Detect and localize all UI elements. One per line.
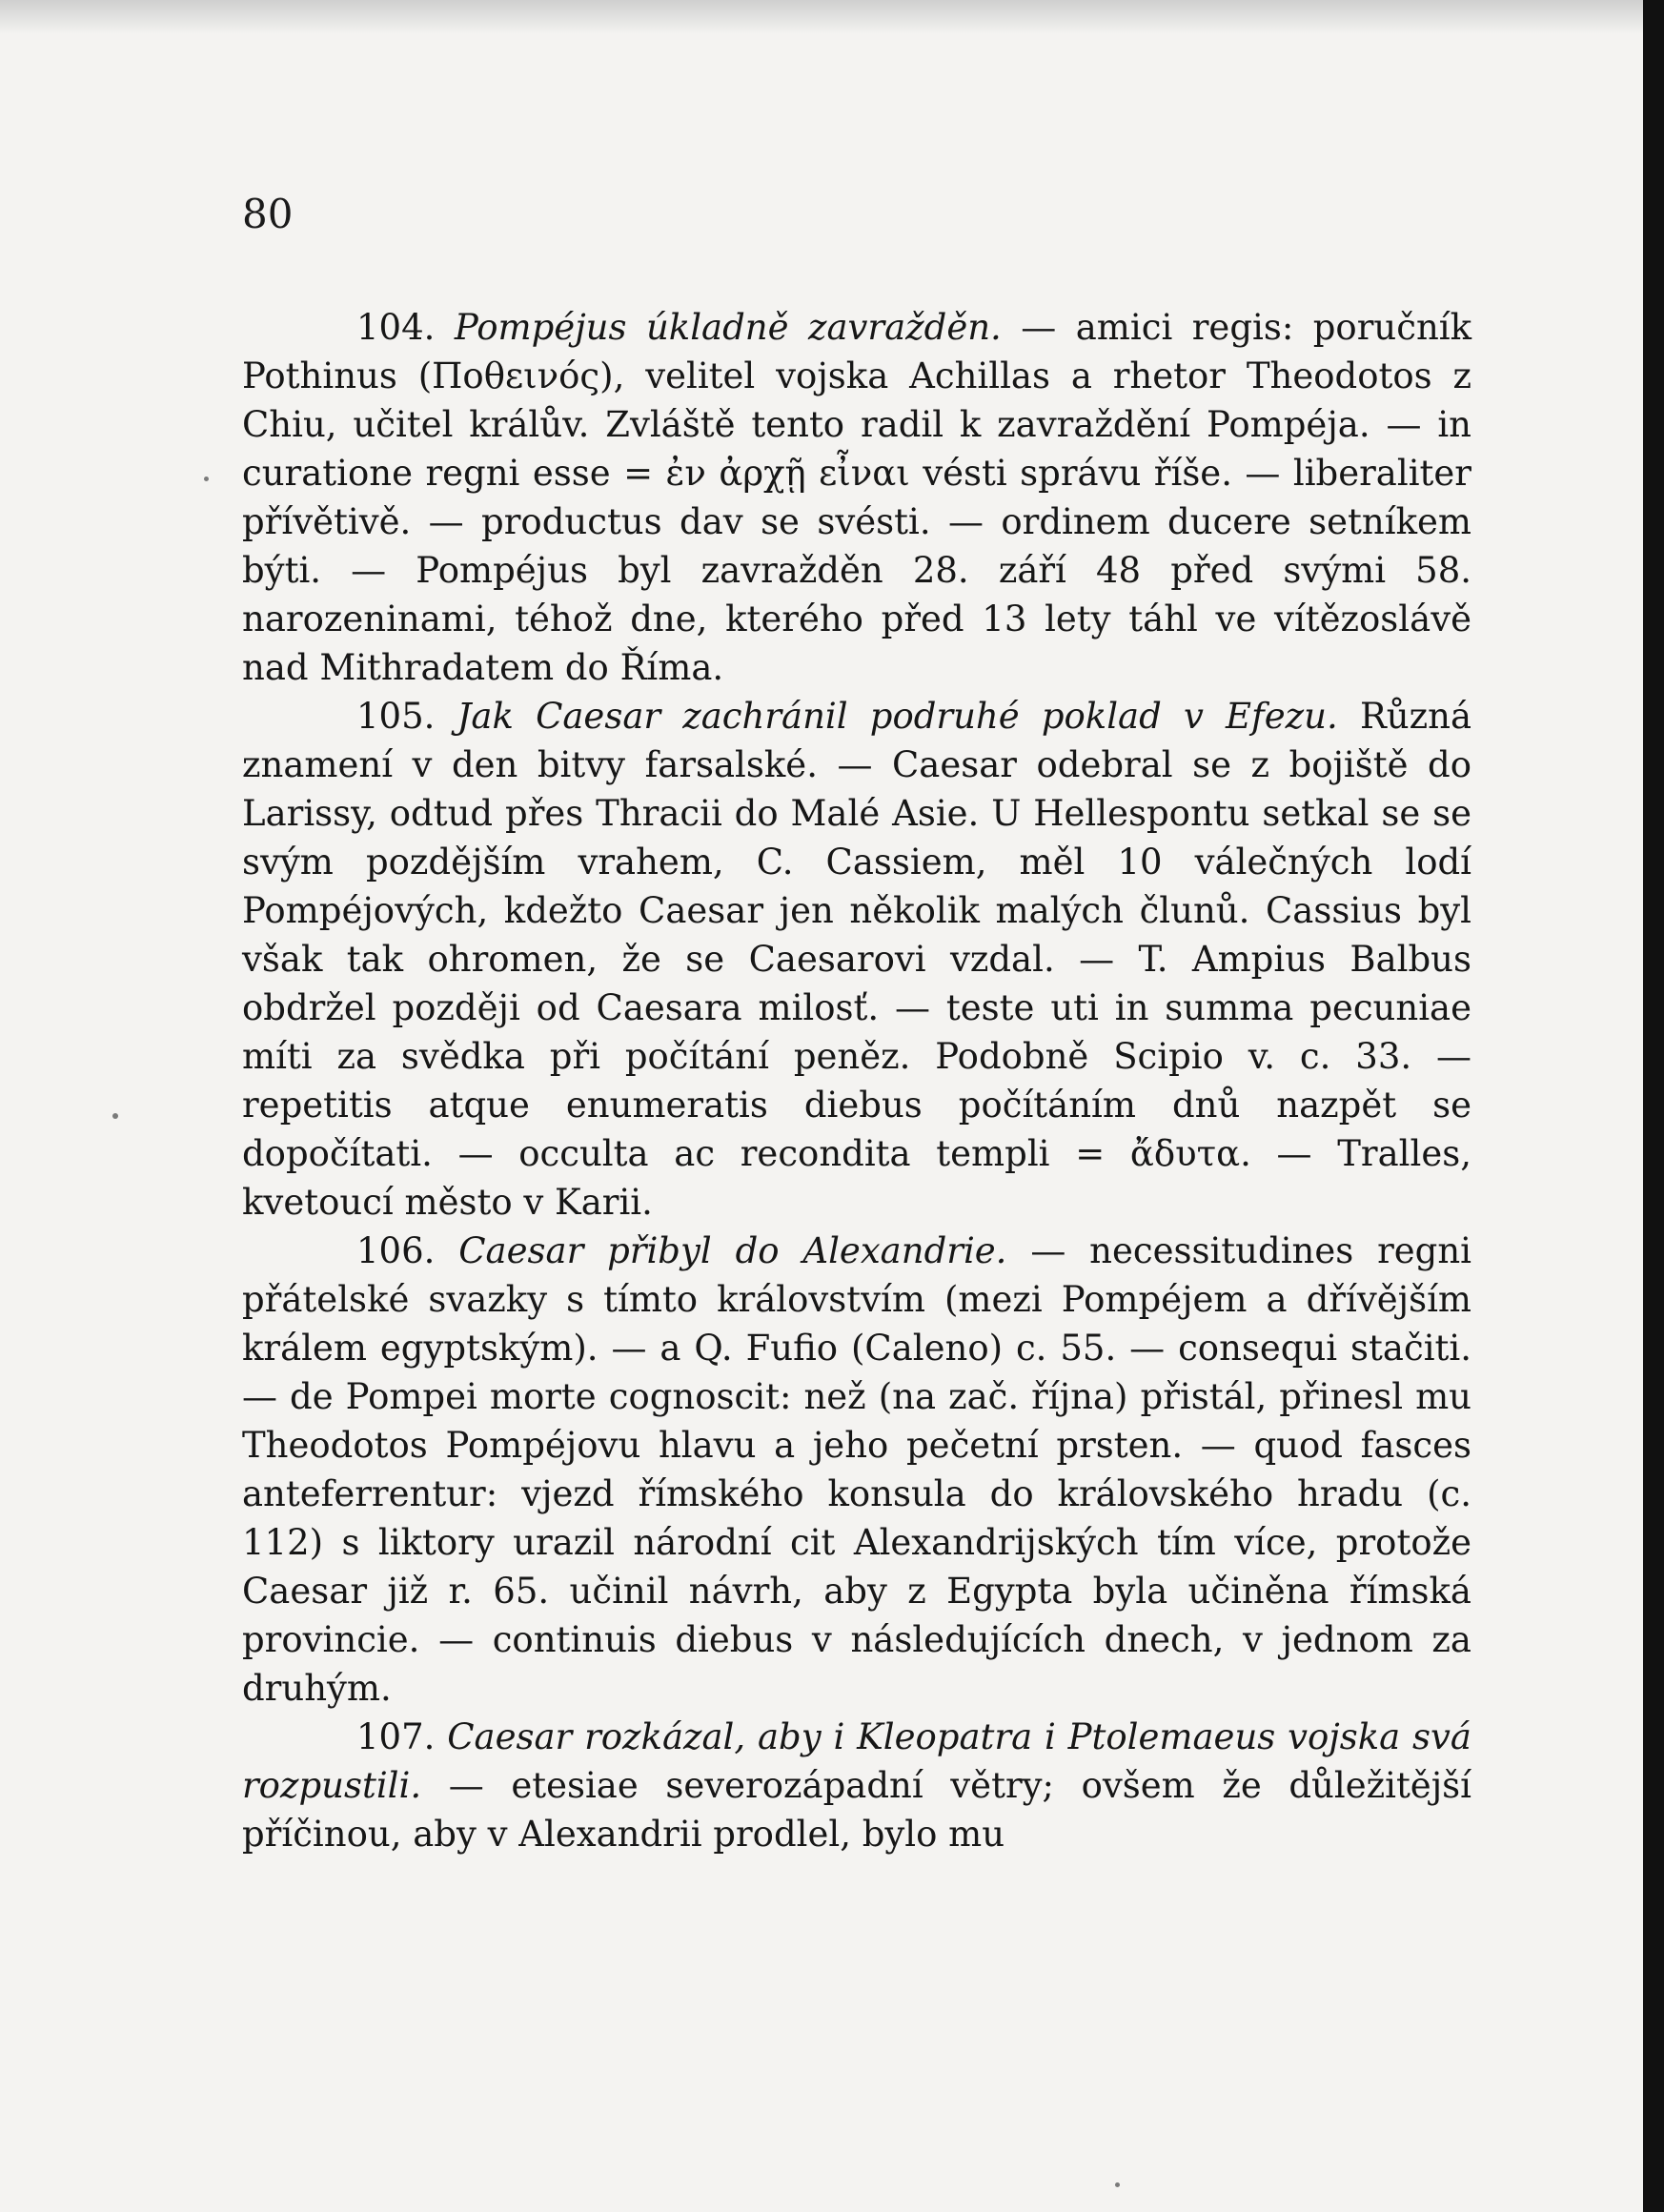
section-title: Jak Caesar zachránil podruhé poklad v Efezu.: [457, 696, 1338, 737]
page-number: 80: [242, 191, 294, 237]
page-edge-shadow: [1643, 0, 1664, 2212]
paragraph-107: [242, 1713, 1471, 1858]
section-text: Různá znamení v den bitvy farsalské. — Caesar odebral se z bojiště do Larissy, odtud přes Thracii do Malé Asie. U Hellespontu setkal se se svým pozdějším vrahem, C. Cassiem, měl 10 válečných lodí Pompéjových, kdežto Caesar jen několik malých člunů. Cassius byl však tak ohromen, že se Caesarovi vzdal. — T. Ampius Balbus obdržel později od Caesara milosť. — teste uti in summa pecuniae míti za svědka při počítání peněz. Podobně Scipio v. c. 33. — repetitis atque enumeratis diebus počítáním dnů nazpět se dopočítati. — occulta ac recondita templi = ἄδυτα. — Tralles, kvetoucí město v Karii.: [242, 696, 1472, 1223]
section-title: Pompéjus úkladně zavražděn.: [454, 307, 1002, 348]
section-title: Caesar přibyl do Alexandrie.: [458, 1230, 1007, 1271]
section-text: — amici regis: poručník Pothinus (Ποθεινός), velitel vojska Achillas a rhetor Theodotos z Chiu, učitel králův. Zvláště tento radil k zavraždění Pompéja. — in curatione regni esse = ἐν ἀρχῇ εἶναι vésti správu říše. — liberaliter přívětivě. — productus dav se svésti. — ordinem ducere setníkem býti. — Pompéjus byl zavražděn 28. září 48 před svými 58. narozeninami, téhož dne, kterého před 13 lety táhl ve vítězoslávě nad Mithradatem do Říma.: [242, 307, 1472, 688]
section-number: 106.: [356, 1230, 436, 1271]
section-number: 107.: [356, 1716, 436, 1757]
paper-speck: [1115, 2182, 1120, 2187]
section-text: — etesiae severozápadní větry; ovšem že důležitější příčinou, aby v Alexandrii prodlel, bylo mu: [242, 1765, 1471, 1855]
section-number: 104.: [356, 307, 436, 348]
paper-speck: [112, 1113, 118, 1119]
paragraph-105: [242, 692, 1471, 1227]
commentary-body: [242, 303, 1471, 1858]
section-number: 105.: [356, 696, 436, 737]
section-text: — necessitudines regni přátelské svazky s tímto královstvím (mezi Pompéjem a dřívějším králem egyptským). — a Q. Fufio (Caleno) c. 55. — consequi stačiti. — de Pompei morte cognoscit: než (na zač. října) přistál, přinesl mu Theodotos Pompéjovu hlavu a jeho pečetní prsten. — quod fasces anteferrentur: vjezd římského konsula do královského hradu (c. 112) s liktory urazil národní cit Alexandrijských tím více, protože Caesar již r. 65. učinil návrh, aby z Egypta byla učiněna římská provincie. — continuis diebus v následujících dnech, v jednom za druhým.: [242, 1230, 1472, 1709]
paragraph-106: [242, 1227, 1471, 1713]
section-title: Caesar rozkázal, aby i Kleopatra i Ptolemaeus vojska svá rozpustili.: [242, 1716, 1471, 1806]
paragraph-104: [242, 303, 1471, 692]
paper-speck: [204, 477, 209, 481]
